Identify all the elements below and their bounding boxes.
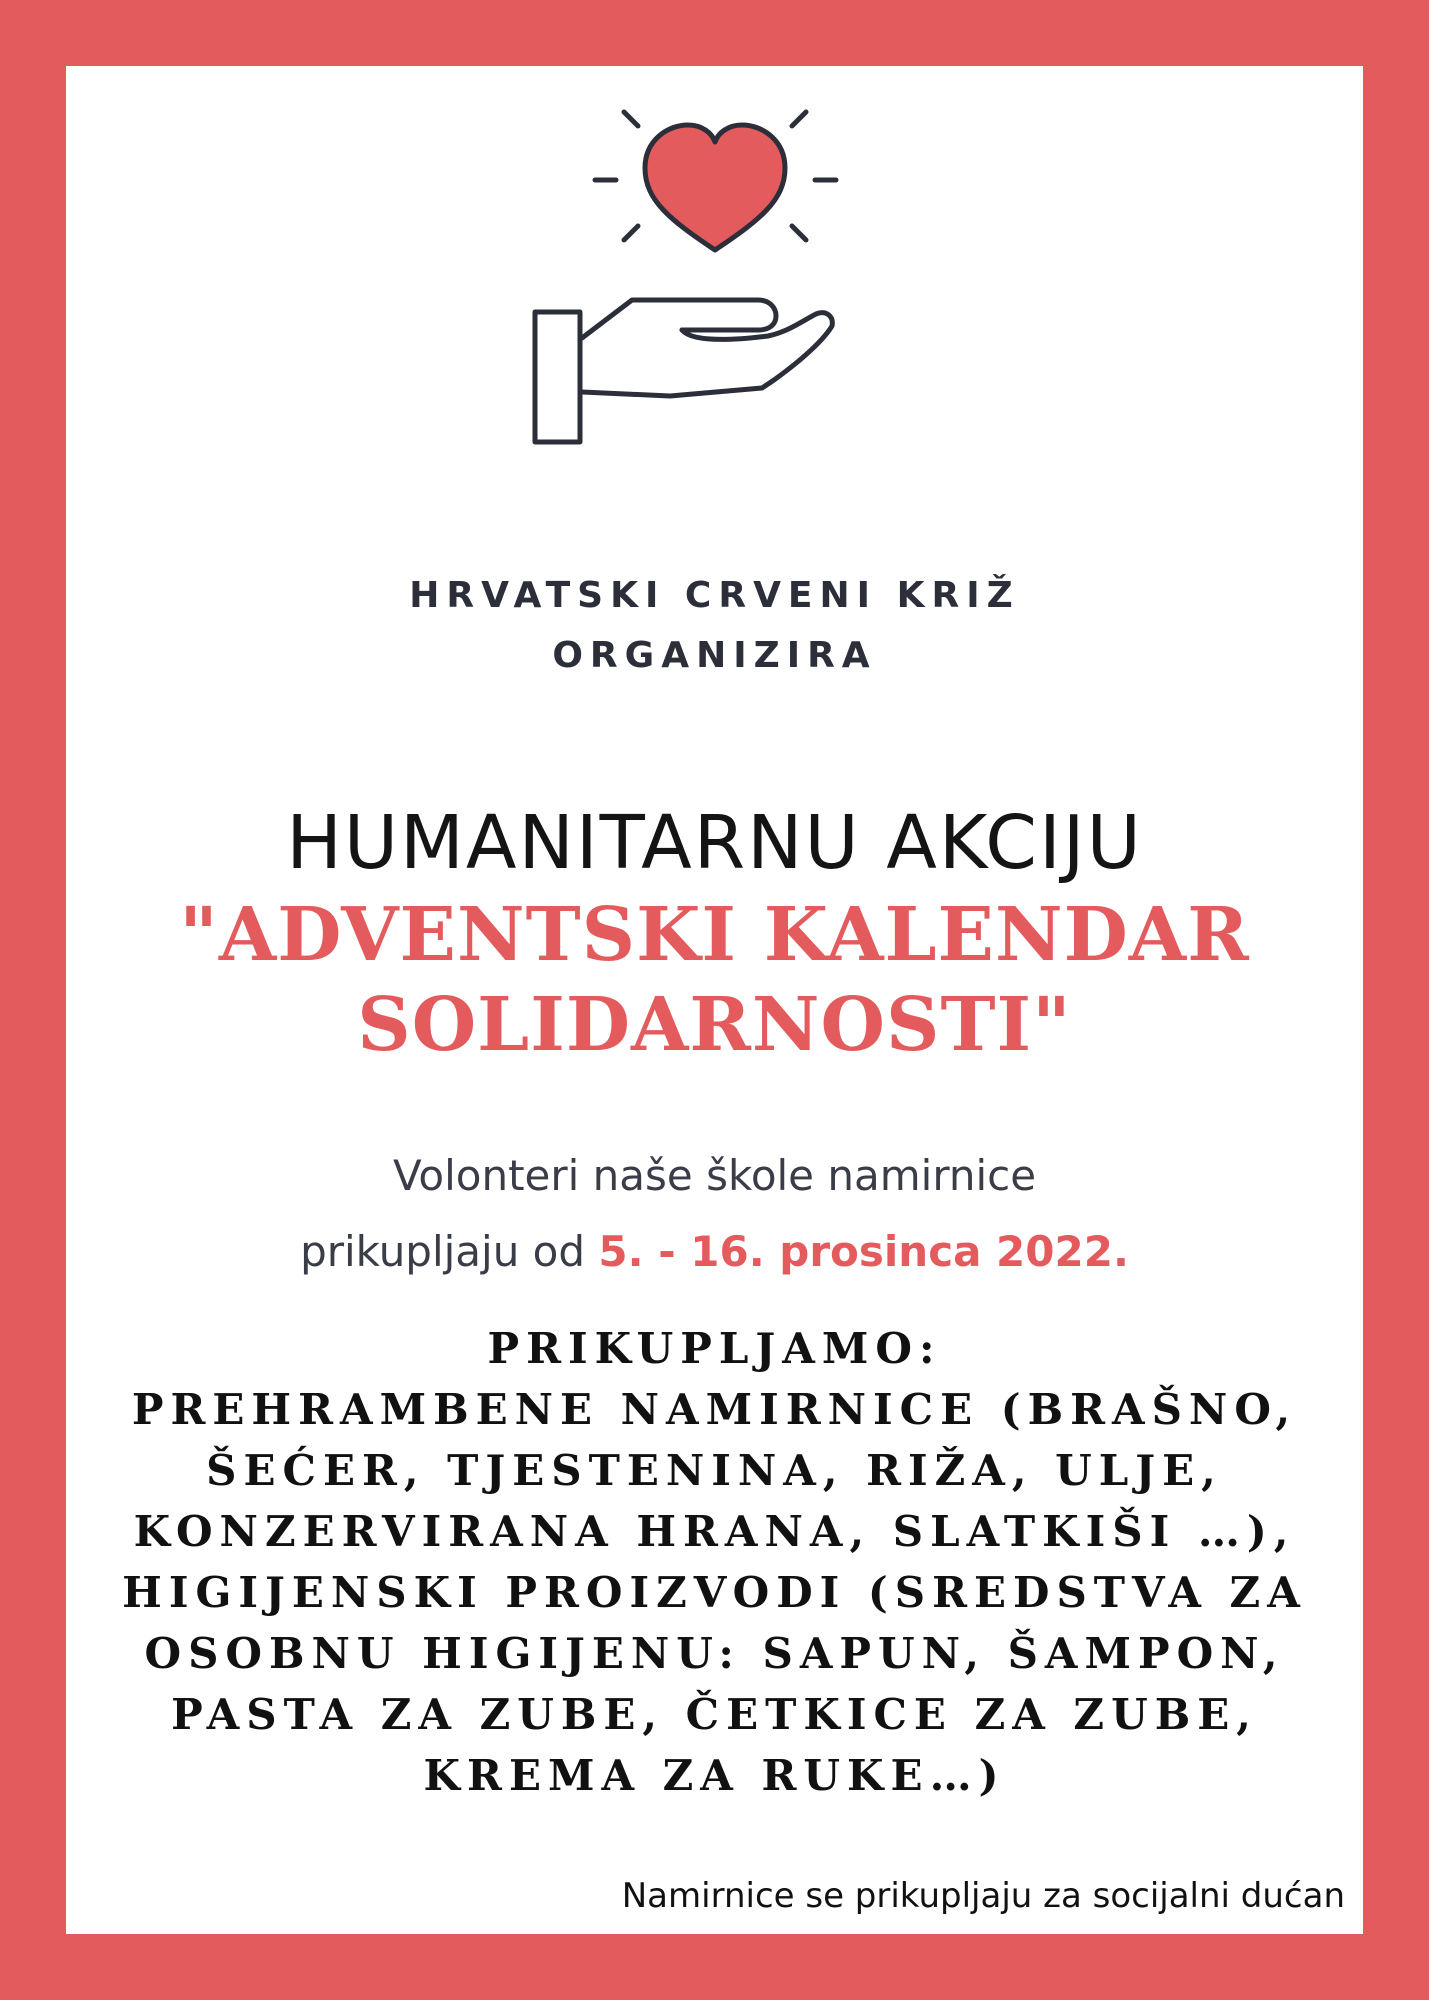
intro-line-1: Volonteri naše škole namirnice [392, 1151, 1037, 1200]
intro-prefix: prikupljaju od [300, 1227, 599, 1276]
heart-in-hand-icon [520, 40, 920, 460]
organizer-line-2: ORGANIZIRA [552, 635, 877, 676]
collection-dates: 5. - 16. prosinca 2022. [598, 1227, 1129, 1276]
collect-line: PREHRAMBENE NAMIRNICE (BRAŠNO, [131, 1385, 1298, 1434]
organizer-line-1: HRVATSKI CRVENI KRIŽ [409, 575, 1020, 616]
intro-text [0, 1138, 1429, 1290]
collect-line: PRIKUPLJAMO: [487, 1324, 942, 1373]
collect-line: OSOBNU HIGIJENU: SAPUN, ŠAMPON, [144, 1629, 1285, 1678]
collect-line: HIGIJENSKI PROIZVODI (SREDSTVA ZA [122, 1568, 1307, 1617]
campaign-title [0, 890, 1429, 1070]
footer-note: Namirnice se prikupljaju za socijalni dućan [621, 1876, 1345, 1916]
collection-list [0, 1318, 1429, 1806]
headline: HUMANITARNU AKCIJU [286, 800, 1143, 886]
collect-line: ŠEĆER, TJESTENINA, RIŽA, ULJE, [206, 1446, 1223, 1495]
collect-line: KREMA ZA RUKE…) [423, 1751, 1006, 1800]
organizer-heading [0, 566, 1429, 686]
campaign-title-line-1: "ADVENTSKI KALENDAR [179, 892, 1250, 978]
collect-line: PASTA ZA ZUBE, ČETKICE ZA ZUBE, [171, 1690, 1258, 1739]
collect-line: KONZERVIRANA HRANA, SLATKIŠI …), [133, 1507, 1296, 1556]
intro-line-2 [0, 1214, 1429, 1290]
campaign-title-line-2: SOLIDARNOSTI" [357, 982, 1072, 1068]
